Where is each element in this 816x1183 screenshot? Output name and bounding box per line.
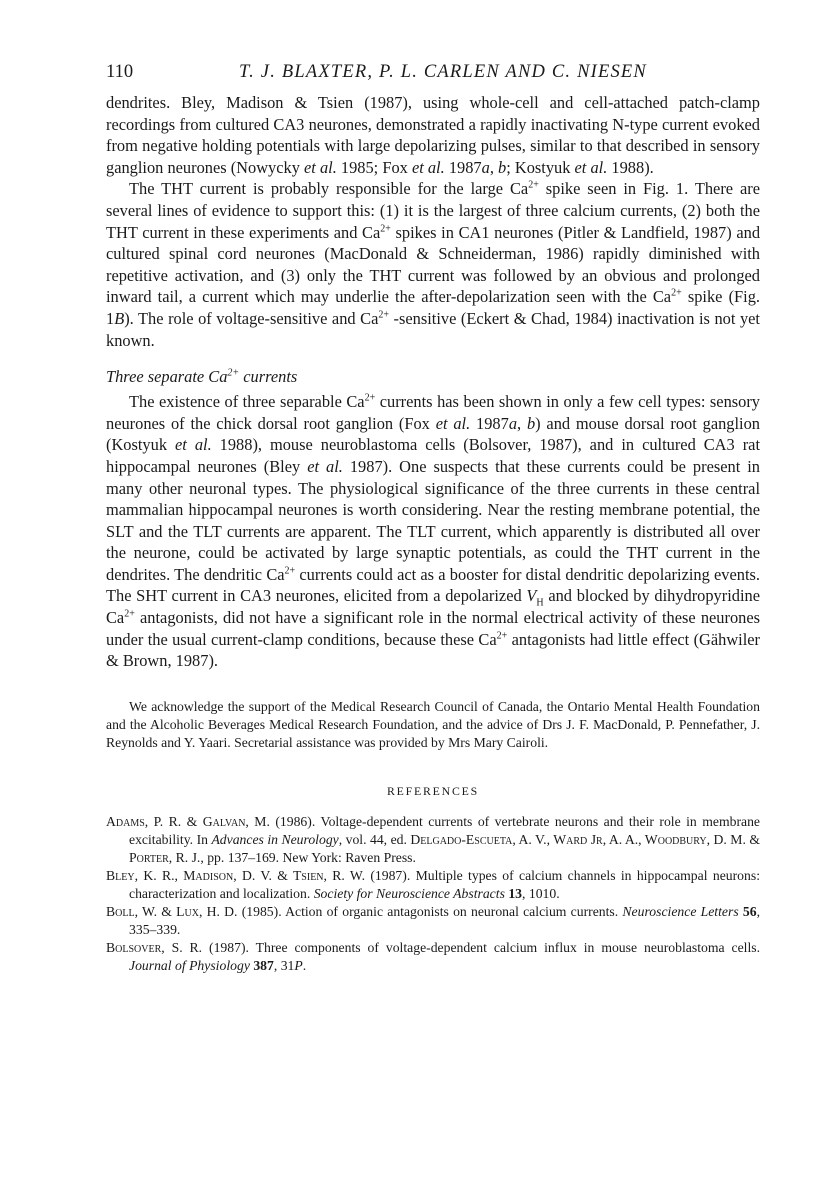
running-head: T. J. BLAXTER, P. L. CARLEN AND C. NIESEN <box>239 62 647 82</box>
page-header <box>106 62 760 92</box>
page-number: 110 <box>106 62 134 82</box>
paragraph-2: The THT current is probably responsible for the large $Ca^{2+}$ spike seen in Fig. 1. There are several lines of evidence to support this: (1) it is the largest of three calcium currents, (2) both the THT current in these experiments and $Ca^{2+}$ spikes in CA1 neurones (Pitler & Landfield, 1987) and cultured spinal cord neurones (MacDonald & Schneiderman, 1986) rapidly diminished with repetitive activation, and (3) only the THT current was followed by an obvious and prolonged inward tail, a current which may underlie the after-depolarization seen with the $Ca^{2+}$ spike (Fig. 1B). The role of voltage-sensitive and $Ca^{2+}$ -sensitive (Eckert & Chad, 1984) inactivation is not yet known. <box>106 179 761 350</box>
reference-item: Boll, W. & Lux, H. D. (1985). Action of organic antagonists on neuronal calcium currents. Neuroscience Letters 56, 335–339. <box>106 904 760 938</box>
reference-item: Adams, P. R. & Galvan, M. (1986). Voltage-dependent currents of vertebrate neurons and their role in membrane excitability. In Advances in Neurology, vol. 44, ed. Delgado-Escueta, A. V., Ward Jr, A. A., Woodbury, D. M. & Porter, R. J., pp. 137–169. New York: Raven Press. <box>106 814 760 866</box>
reference-item: Bolsover, S. R. (1987). Three components of voltage-dependent calcium influx in mouse neuroblastoma cells. Journal of Physiology 387, 31P. <box>106 940 760 974</box>
reference-item: Bley, K. R., Madison, D. V. & Tsien, R. W. (1987). Multiple types of calcium channels in hippocampal neurons: characterization and localization. Society for Neuroscience Abstracts 13, 1010. <box>106 868 761 902</box>
paragraph-1: dendrites. Bley, Madison & Tsien (1987), using whole-cell and cell-attached patch-clamp recordings from cultured CA3 neurones, demonstrated a rapidly inactivating N-type current evoked from negative holding potentials with large depolarizing pulses, similar to that described in sensory ganglion neurones (Nowycky et al. 1985; Fox et al. 1987a, b; Kostyuk et al. 1988). <box>106 93 760 177</box>
paragraph-3: The existence of three separable $Ca^{2+}$ currents has been shown in only a few cell types: sensory neurones of the chick dorsal root ganglion (Fox et al. 1987a, b) and mouse dorsal root ganglion (Kostyuk et al. 1988), mouse neuroblastoma cells (Bolsover, 1987), and in cultured CA3 rat hippocampal neurones (Bley et al. 1987). One suspects that these currents could be present in many other neuronal types. The physiological significance of the three currents in these central mammalian hippocampal neurones is worth considering. Near the resting membrane potential, the SLT and the TLT currents are apparent. The TLT current, which apparently is distributed all over the neurone, could be activated by large synaptic potentials, as could the THT current in the dendrites. The dendritic $Ca^{2+}$ currents could act as a booster for distal dendritic depolarizing events. The SHT current in CA3 neurones, elicited from a depolarized $V_H$ and blocked by dihydropyridine $Ca^{2+}$ antagonists, did not have a significant role in the normal electrical activity of these neurones under the usual current-clamp conditions, because these $Ca^{2+}$ antagonists had little effect (Gähwiler & Brown, 1987). <box>106 392 761 671</box>
acknowledgements: We acknowledge the support of the Medical Research Council of Canada, the Ontario Mental Health Foundation and the Alcoholic Beverages Medical Research Foundation, and the advice of Drs J. F. MacDonald, P. Pennefather, J. Reynolds and Y. Yaari. Secretarial assistance was provided by Mrs Mary Cairoli. <box>106 698 760 751</box>
references-heading: REFERENCES <box>386 784 480 799</box>
journal-page <box>106 62 760 975</box>
section-heading: Three separate $Ca^{2+}$ currents <box>106 367 298 387</box>
